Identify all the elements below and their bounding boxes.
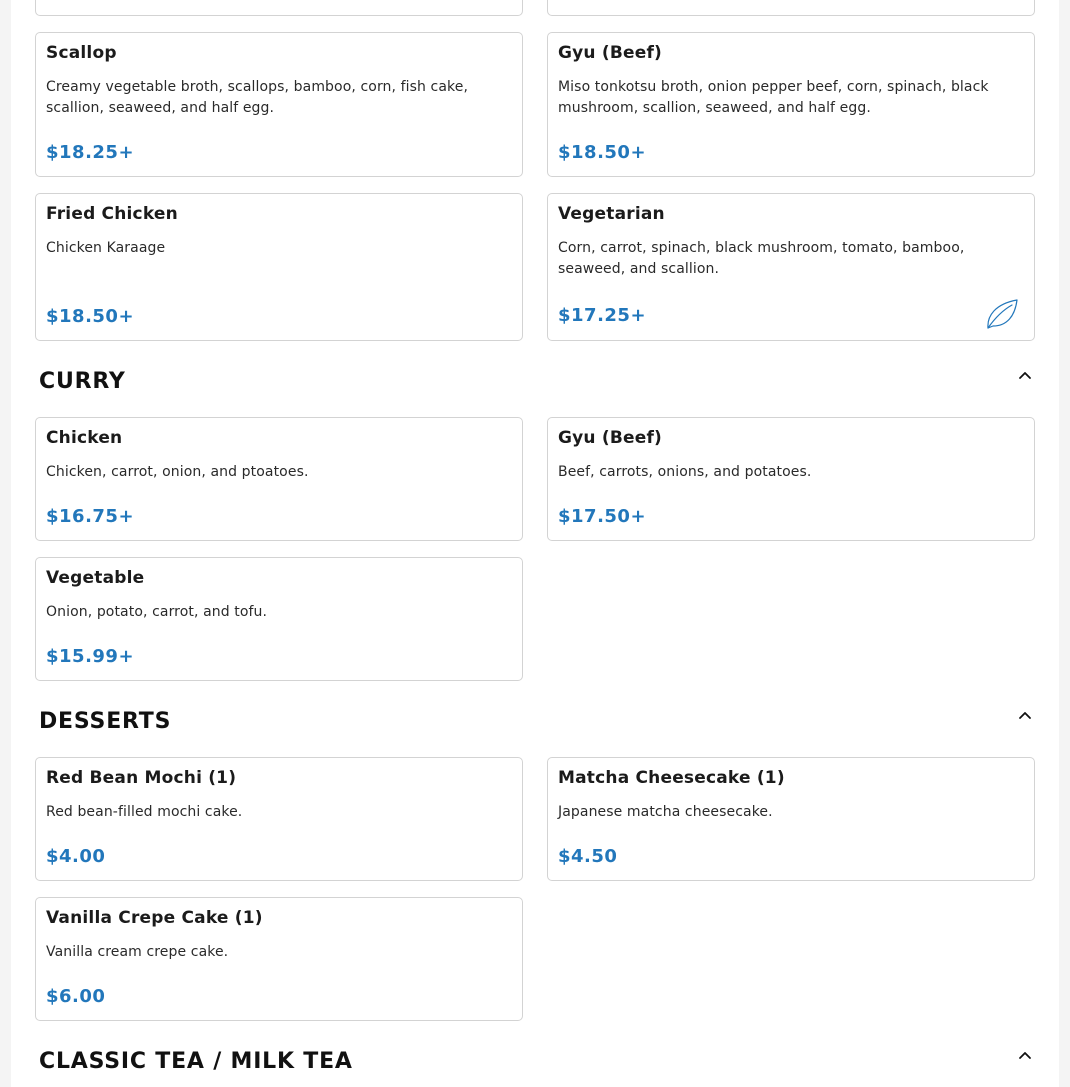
- item-name: Scallop: [46, 43, 117, 63]
- menu-item-vanilla-crepe-cake[interactable]: [35, 897, 523, 1021]
- item-description: Onion, potato, carrot, and tofu.: [46, 604, 268, 620]
- item-price: $17.50+: [558, 506, 647, 527]
- menu-item-card[interactable]: [35, 0, 523, 16]
- item-description: Chicken Karaage: [46, 240, 166, 256]
- item-description: Red bean-filled mochi cake.: [46, 804, 243, 820]
- menu-page: [11, 0, 1059, 1087]
- menu-item-matcha-cheesecake[interactable]: [547, 757, 1035, 881]
- leaf-icon: [985, 298, 1019, 330]
- item-price: $6.00: [46, 986, 106, 1007]
- item-price: $18.50+: [46, 306, 135, 327]
- item-price: $16.75+: [46, 506, 135, 527]
- item-name: Red Bean Mochi (1): [46, 768, 237, 788]
- menu-item-scallop[interactable]: [35, 32, 523, 177]
- menu-item-vegetarian[interactable]: [547, 193, 1035, 341]
- section-title-desserts: DESSERTS: [39, 709, 172, 734]
- item-description: Creamy vegetable broth, scallops, bamboo, corn, fish cake, scallion, seaweed, and half egg.: [46, 79, 469, 116]
- section-title-curry: CURRY: [39, 369, 126, 394]
- chevron-up-icon[interactable]: [1015, 365, 1035, 385]
- item-description: Beef, carrots, onions, and potatoes.: [558, 464, 812, 480]
- item-name: Chicken: [46, 428, 123, 448]
- chevron-up-icon[interactable]: [1015, 705, 1035, 725]
- item-description: Corn, carrot, spinach, black mushroom, tomato, bamboo, seaweed, and scallion.: [558, 240, 965, 277]
- chevron-up-icon[interactable]: [1015, 1045, 1035, 1065]
- item-name: Gyu (Beef): [558, 428, 663, 448]
- item-price: $18.50+: [558, 142, 647, 163]
- item-price: $4.00: [46, 846, 106, 867]
- item-name: Vegetable: [46, 568, 145, 588]
- section-title-classic-tea: CLASSIC TEA / MILK TEA: [39, 1049, 353, 1074]
- item-description: Miso tonkotsu broth, onion pepper beef, corn, spinach, black mushroom, scallion, seaweed, and half egg.: [558, 79, 989, 116]
- menu-item-red-bean-mochi[interactable]: [35, 757, 523, 881]
- item-description: Chicken, carrot, onion, and ptoatoes.: [46, 464, 309, 480]
- item-name: Gyu (Beef): [558, 43, 663, 63]
- menu-item-fried-chicken[interactable]: [35, 193, 523, 341]
- item-price: $15.99+: [46, 646, 135, 667]
- item-price: $17.25+: [558, 305, 647, 326]
- item-name: Vanilla Crepe Cake (1): [46, 908, 263, 928]
- item-description: Japanese matcha cheesecake.: [558, 804, 773, 820]
- item-name: Fried Chicken: [46, 204, 178, 224]
- item-price: $4.50: [558, 846, 618, 867]
- menu-item-gyu-beef-curry[interactable]: [547, 417, 1035, 541]
- item-description: Vanilla cream crepe cake.: [46, 944, 229, 960]
- item-name: Vegetarian: [558, 204, 665, 224]
- menu-item-vegetable-curry[interactable]: [35, 557, 523, 681]
- menu-item-chicken-curry[interactable]: [35, 417, 523, 541]
- menu-item-card[interactable]: [547, 0, 1035, 16]
- item-price: $18.25+: [46, 142, 135, 163]
- menu-item-gyu-beef-ramen[interactable]: [547, 32, 1035, 177]
- item-name: Matcha Cheesecake (1): [558, 768, 785, 788]
